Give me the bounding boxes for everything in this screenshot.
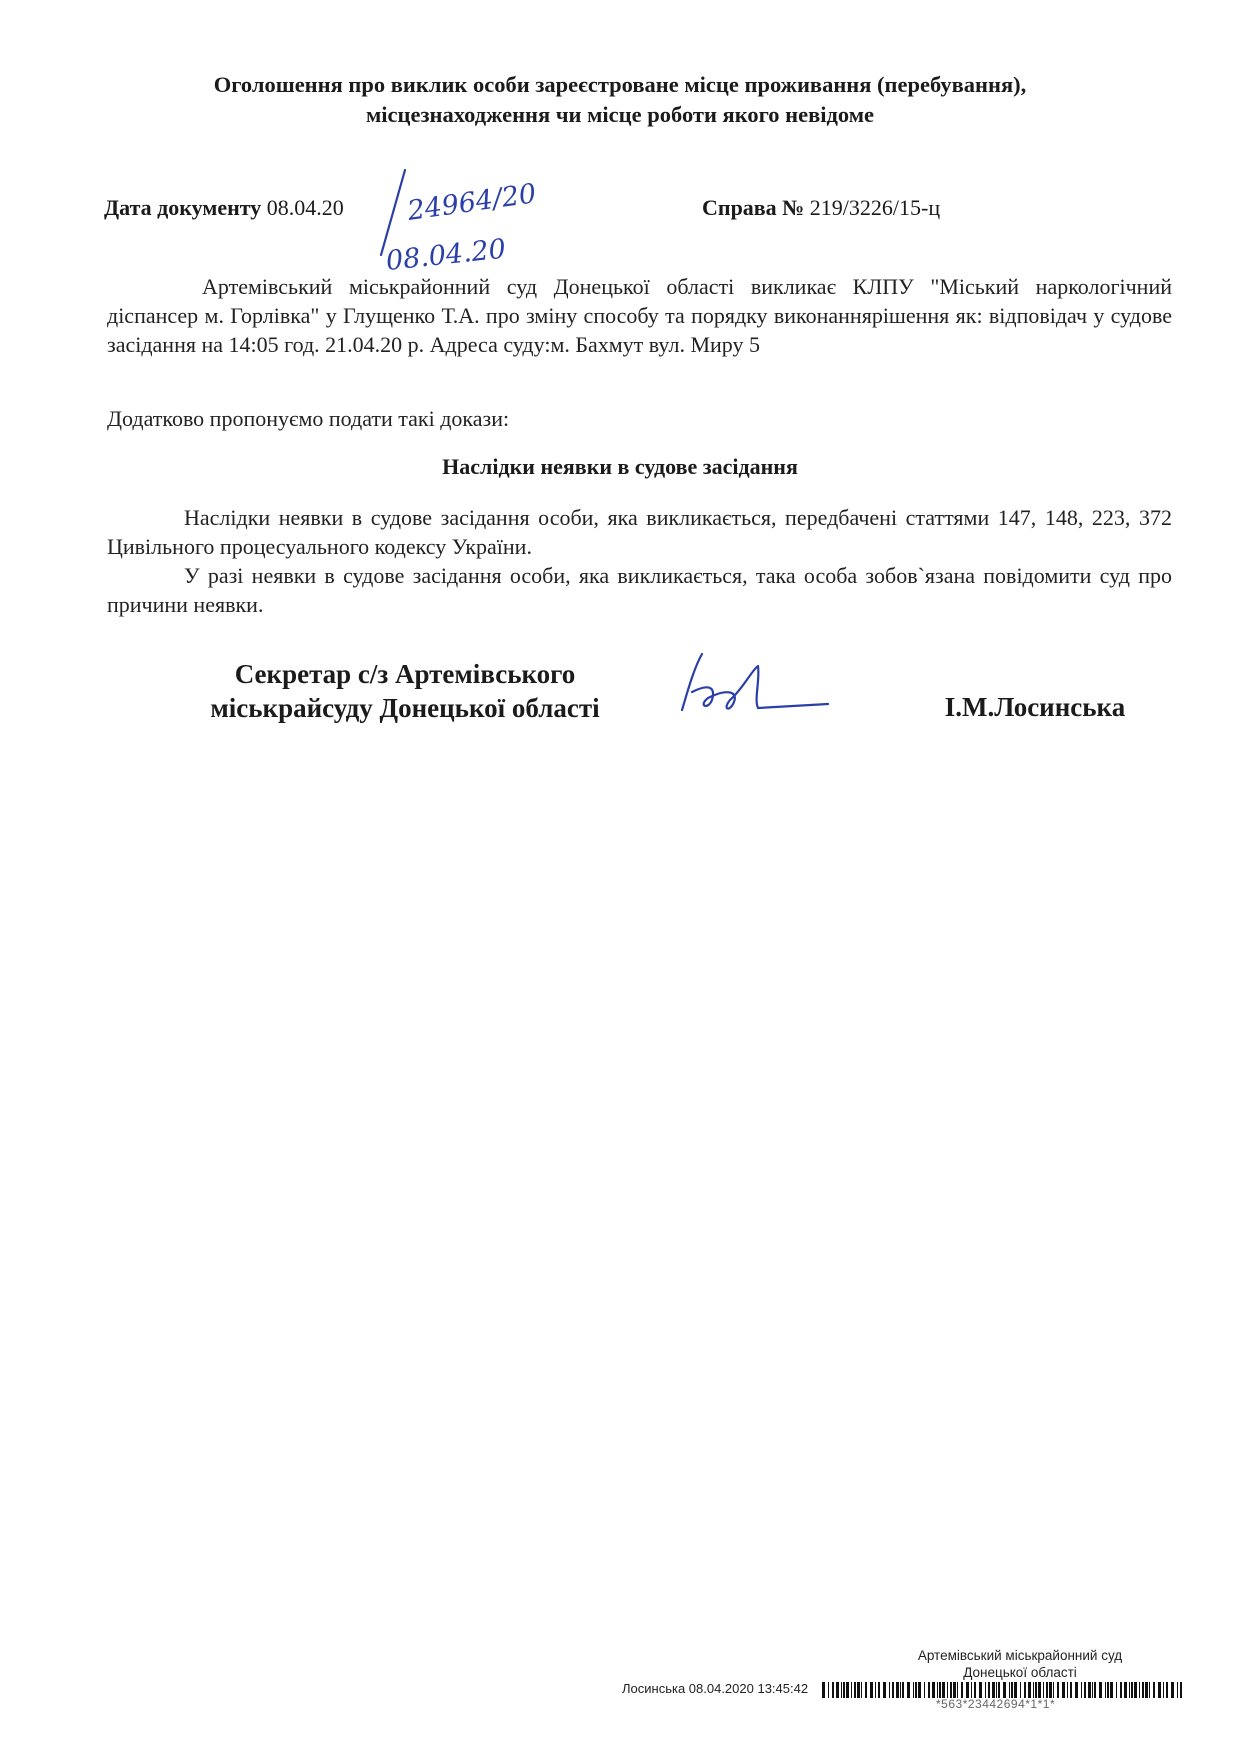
consequences-paragraph: Наслідки неявки в судове засідання особи, яка викликається, передбачені статтями 147, 148, 223, 372 Цивільного процесуального кодексу України.: [107, 505, 1172, 559]
signer-name: І.М.Лосинська: [944, 692, 1126, 722]
document-title-line-2: місцезнаходження чи місце роботи якого невідоме: [365, 102, 875, 127]
barcode: [822, 1682, 1186, 1698]
date-label: Дата документу: [104, 195, 262, 220]
stamp-court-line-1: Артемівський міськрайонний суд: [917, 1648, 1123, 1663]
signer-title-line-2: міськрайсуду Донецької області: [210, 693, 600, 723]
stamp-court-line-2: Донецької області: [963, 1665, 1077, 1680]
handwritten-date: 08.04.20: [384, 233, 508, 277]
document-title-line-1: Оголошення про виклик особи зареєстроване місце проживання (перебування),: [213, 72, 1027, 97]
handwritten-registration-note: [375, 160, 555, 280]
barcode-text: *563*23442694*1*1*: [936, 1697, 1056, 1711]
handwritten-signature: [668, 640, 838, 720]
case-value: 219/3226/15-ц: [809, 195, 941, 220]
notify-paragraph: У разі неявки в судове засідання особи, яка викликається, така особа зобов`язана повідомити суд про причини неявки.: [107, 563, 1172, 617]
signer-title-line-1: Секретар с/з Артемівського: [234, 659, 576, 689]
summons-paragraph: Артемівський міськрайонний суд Донецької області викликає КЛПУ "Міський наркологічний діспансер м. Горлівка" у Глущенко Т.А. про зміну способу та порядку виконаннярішення як: відповідач у судове засідання на 14:05 год. 21.04.20 р. Адреса суду:м. Бахмут вул. Миру 5: [107, 274, 1172, 357]
date-value: 08.04.20: [266, 195, 344, 220]
stamp-signed-line: Лосинська 08.04.2020 13:45:42: [622, 1681, 809, 1696]
case-number: [702, 193, 940, 223]
court-stamp: [880, 1647, 1160, 1681]
consequences-heading: Наслідки неявки в судове засідання: [442, 454, 798, 479]
handwritten-number: 24964/20: [405, 178, 539, 227]
case-label: Справа №: [702, 195, 805, 220]
additional-evidence-line: Додатково пропонуємо подати такі докази:: [107, 406, 510, 431]
signer-title: [170, 657, 640, 725]
document-date: [104, 193, 344, 223]
